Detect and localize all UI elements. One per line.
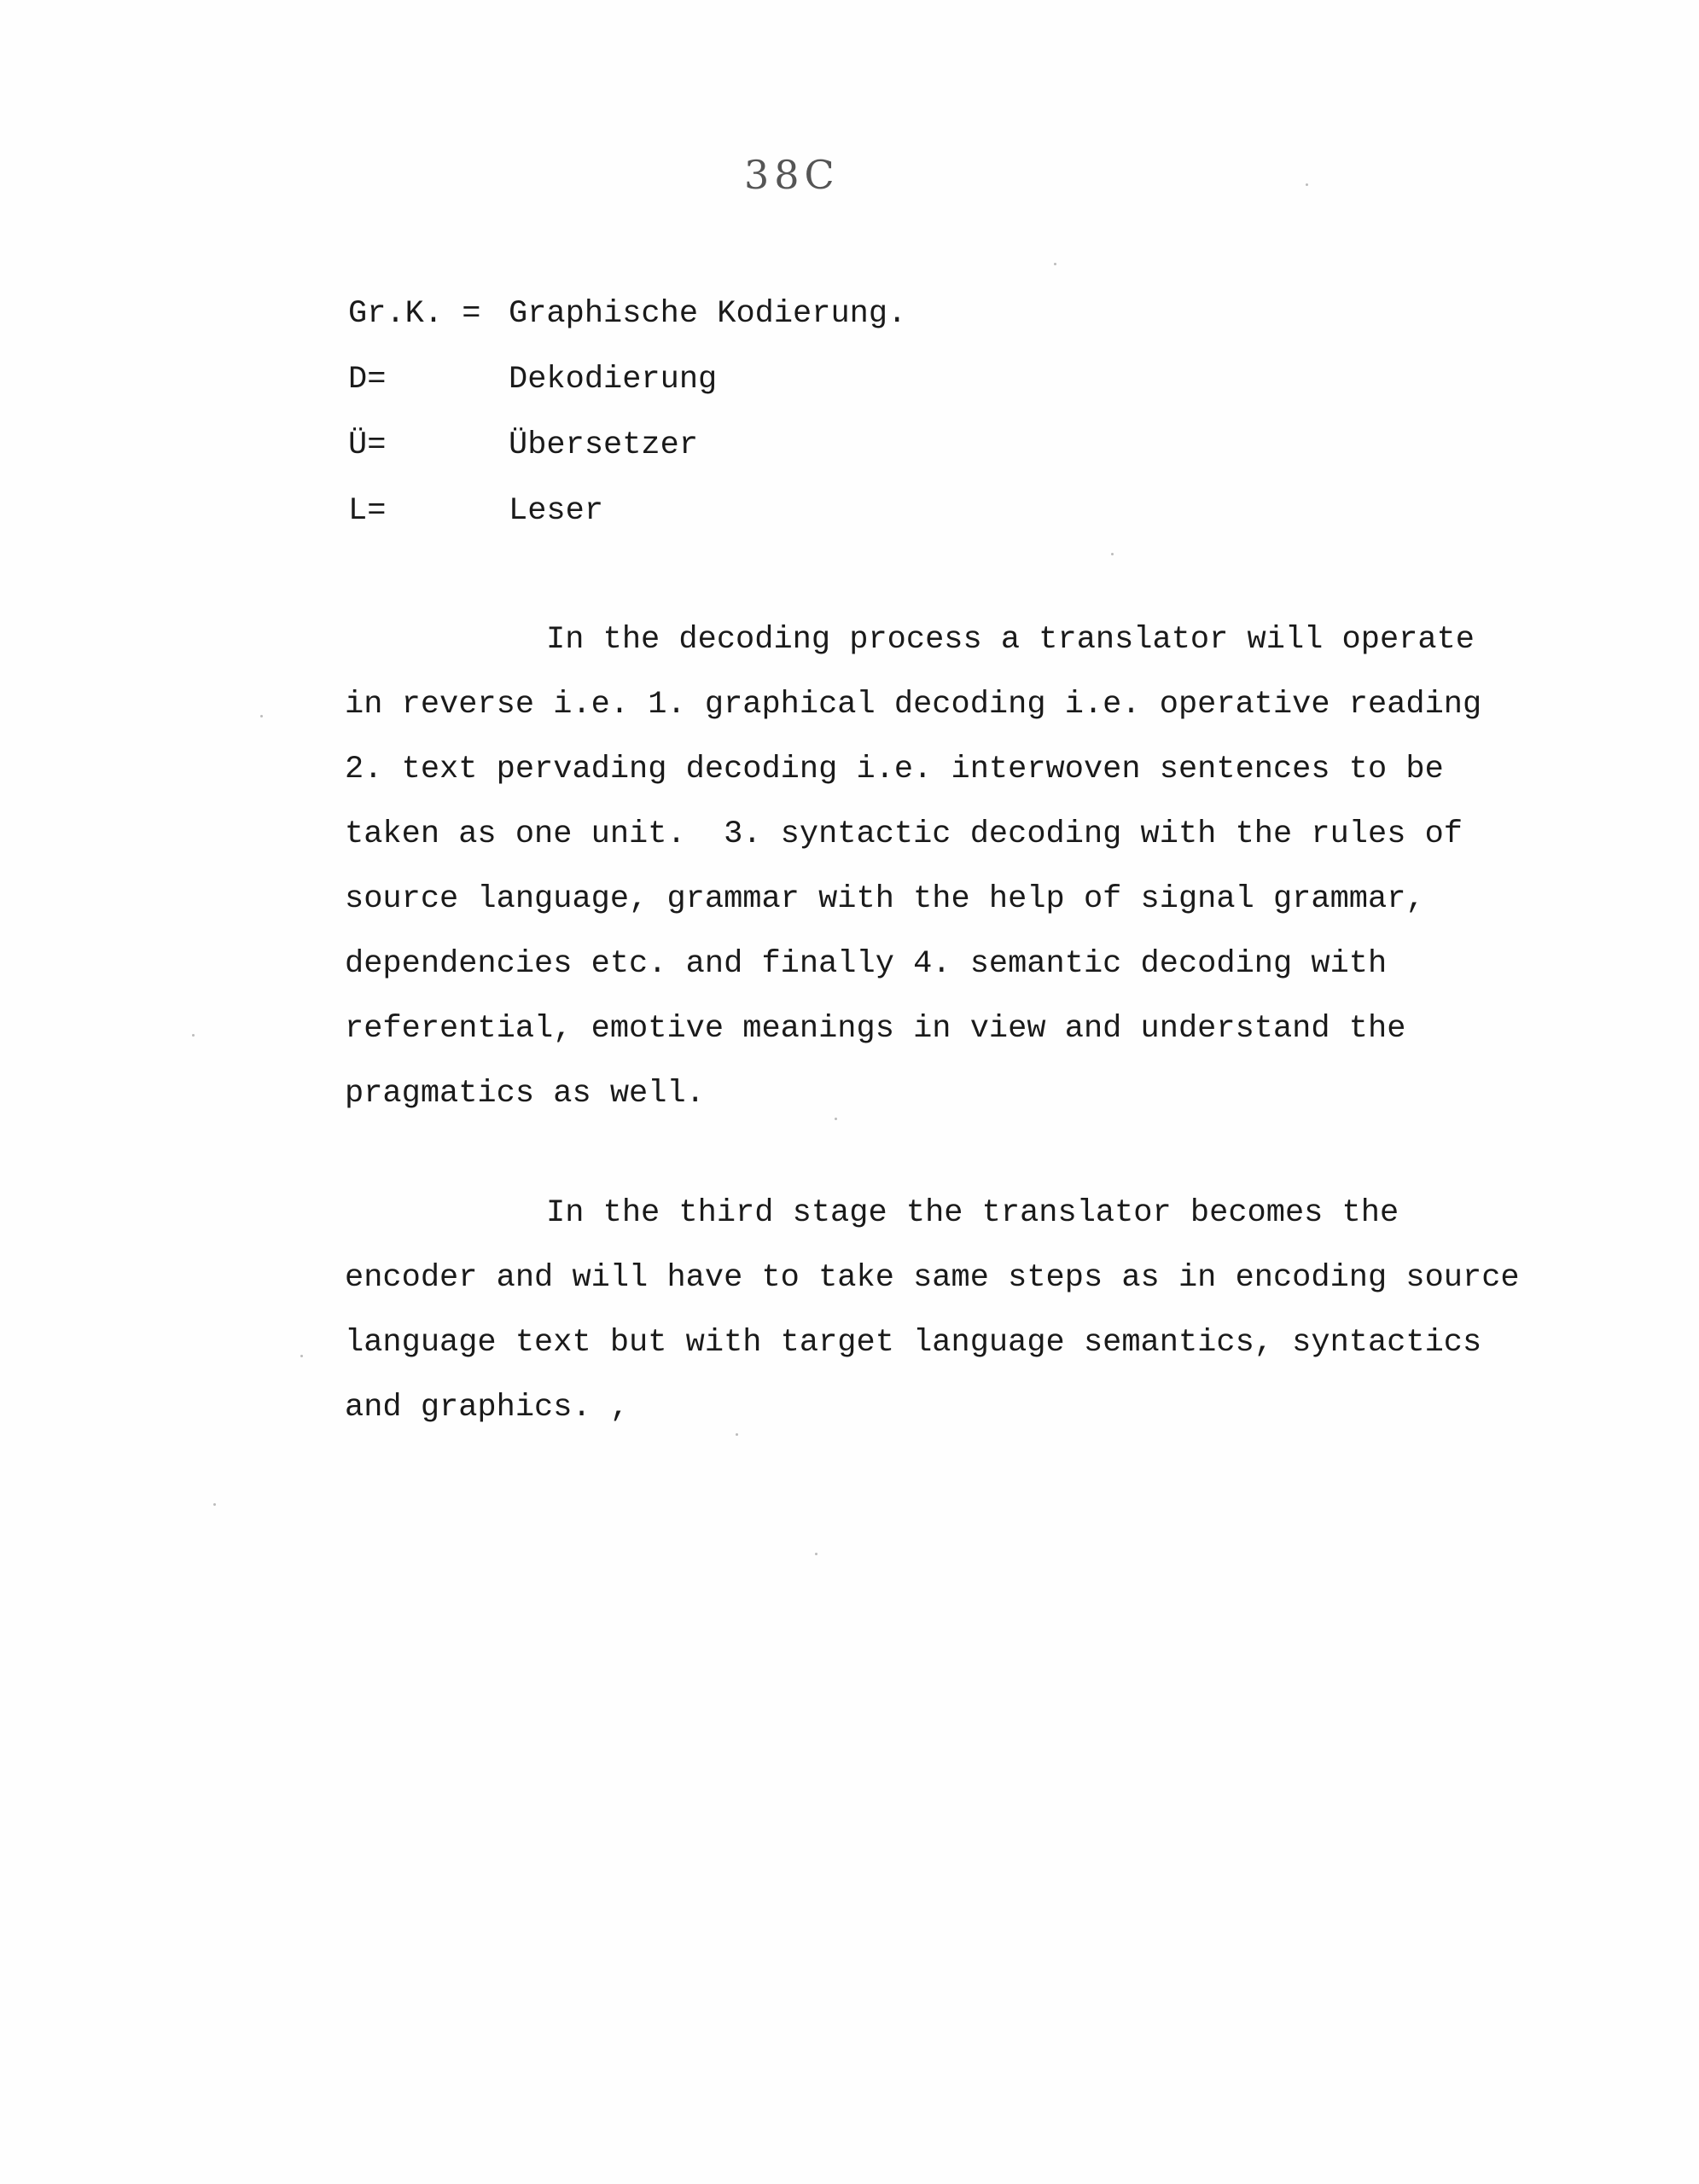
scan-speck: [1111, 553, 1114, 555]
paragraph-line: In the decoding process a translator will operate: [546, 622, 1475, 658]
paragraph-line: 2. text pervading decoding i.e. interwoven sentences to be: [345, 752, 1444, 787]
scan-speck: [736, 1433, 738, 1436]
legend-row: [348, 356, 1116, 421]
legend-value: Dekodierung: [509, 362, 718, 398]
scan-speck: [815, 1553, 817, 1555]
paragraph-line: encoder and will have to take same steps as in encoding source: [345, 1260, 1520, 1296]
legend-row: [348, 487, 1116, 553]
paragraph-line: referential, emotive meanings in view and understand the: [345, 1011, 1406, 1047]
scan-speck: [835, 1118, 837, 1120]
scan-speck: [213, 1503, 216, 1506]
legend-value: Graphische Kodierung.: [509, 296, 907, 332]
scan-speck: [1054, 263, 1056, 265]
legend-row: [348, 421, 1116, 487]
paragraph-line: pragmatics as well.: [345, 1076, 705, 1112]
legend-value: Leser: [509, 493, 604, 529]
scan-speck: [260, 715, 263, 717]
paragraph-decoding-process: [345, 607, 1574, 1126]
paragraph-line: and graphics. ,: [345, 1390, 630, 1426]
scan-speck: [192, 1034, 195, 1037]
paragraph-line: taken as one unit. 3. syntactic decoding with the rules of: [345, 816, 1463, 852]
abbreviation-legend: [348, 290, 1116, 553]
legend-key: Gr.K. =: [348, 296, 481, 332]
scan-speck: [300, 1355, 303, 1357]
legend-key: D=: [348, 362, 387, 398]
paragraph-line: in reverse i.e. 1. graphical decoding i.e. operative reading: [345, 687, 1482, 723]
paragraph-line: language text but with target language semantics, syntactics: [345, 1325, 1482, 1361]
page-number: 38C: [744, 152, 840, 198]
scan-speck: [1306, 183, 1308, 186]
paragraph-line: In the third stage the translator becomes the: [546, 1195, 1399, 1231]
legend-row: [348, 290, 1116, 356]
paragraph-third-stage: [345, 1181, 1574, 1440]
paragraph-line: dependencies etc. and finally 4. semantic decoding with: [345, 946, 1388, 982]
paragraph-line: source language, grammar with the help of signal grammar,: [345, 881, 1425, 917]
legend-key: L=: [348, 493, 387, 529]
legend-value: Übersetzer: [509, 427, 699, 463]
legend-key: Ü=: [348, 427, 387, 463]
